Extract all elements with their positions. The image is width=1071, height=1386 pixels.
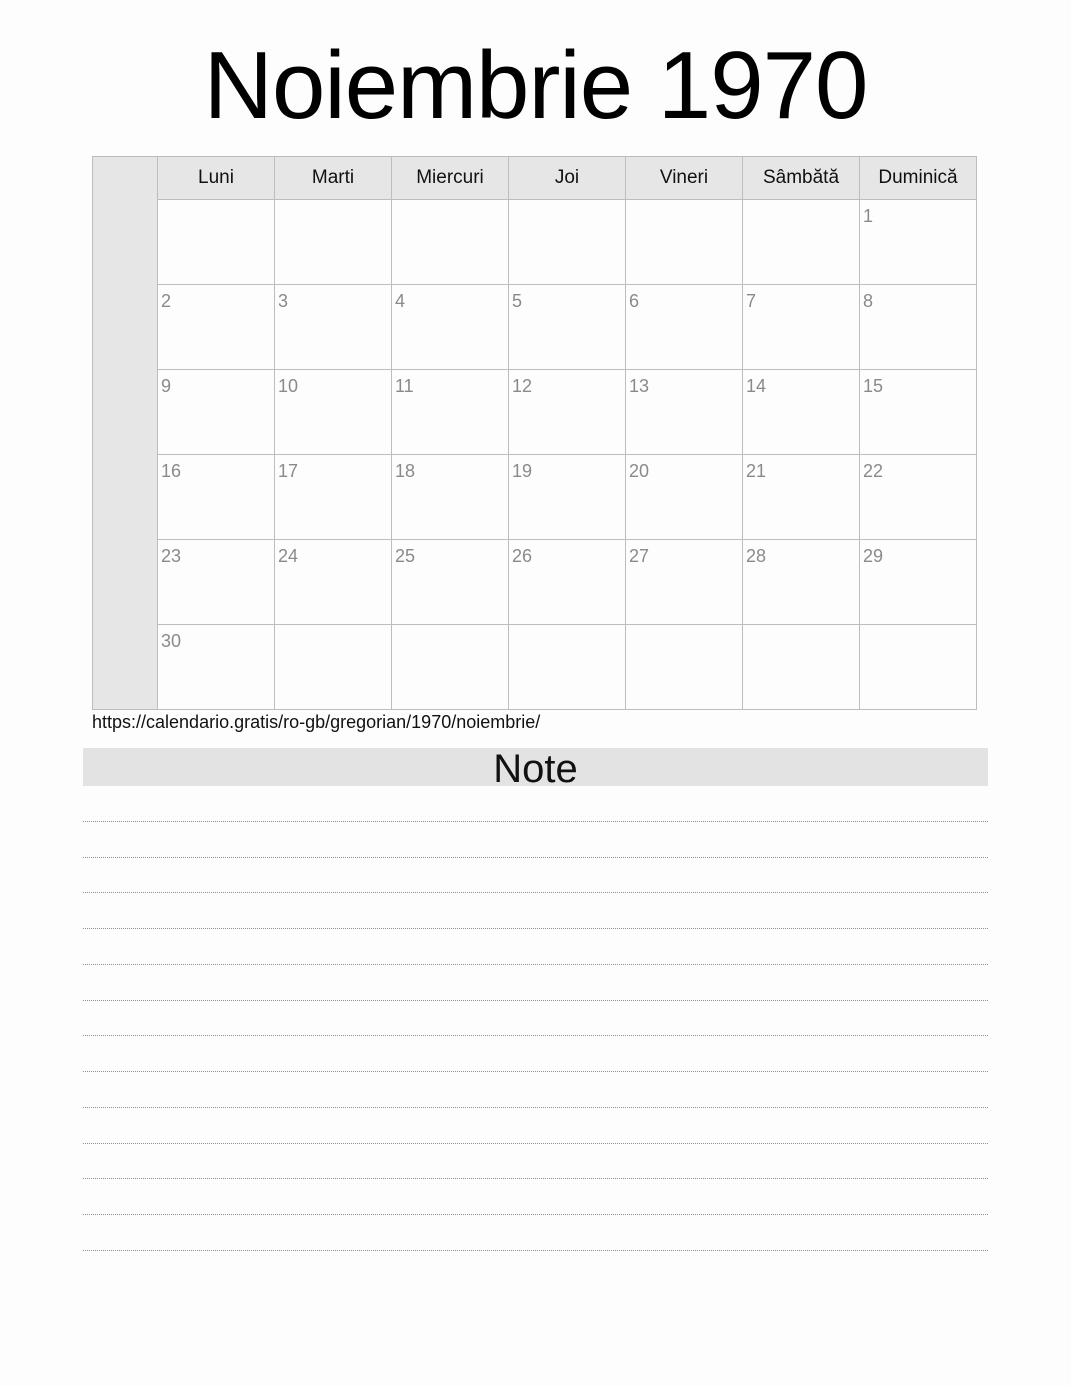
day-cell[interactable] bbox=[158, 200, 275, 284]
day-cell[interactable] bbox=[626, 540, 743, 624]
weekday-header: Luni bbox=[158, 157, 275, 199]
day-cell[interactable] bbox=[509, 285, 626, 369]
day-cell[interactable] bbox=[275, 370, 392, 454]
note-line[interactable] bbox=[83, 929, 988, 965]
day-number: 24 bbox=[278, 546, 299, 566]
day-number: 3 bbox=[278, 291, 289, 311]
day-cell[interactable] bbox=[509, 540, 626, 624]
day-number: 25 bbox=[395, 546, 416, 566]
day-cell[interactable] bbox=[743, 370, 860, 454]
week-row bbox=[158, 285, 976, 370]
weekday-header: Sâmbătă bbox=[743, 157, 860, 199]
weekday-header: Vineri bbox=[626, 157, 743, 199]
day-cell[interactable] bbox=[392, 455, 509, 539]
note-line[interactable] bbox=[83, 786, 988, 822]
day-cell[interactable] bbox=[392, 625, 509, 709]
day-cell[interactable] bbox=[743, 540, 860, 624]
weekday-header: Joi bbox=[509, 157, 626, 199]
day-number: 16 bbox=[161, 461, 182, 481]
day-cell[interactable] bbox=[626, 200, 743, 284]
day-number: 26 bbox=[512, 546, 533, 566]
note-line[interactable] bbox=[83, 965, 988, 1001]
day-cell[interactable] bbox=[509, 625, 626, 709]
note-line[interactable] bbox=[83, 1001, 988, 1037]
weekday-header: Marti bbox=[275, 157, 392, 199]
day-cell[interactable] bbox=[743, 285, 860, 369]
note-line[interactable] bbox=[83, 893, 988, 929]
note-line[interactable] bbox=[83, 1072, 988, 1108]
day-number: 30 bbox=[161, 631, 182, 651]
day-number: 13 bbox=[629, 376, 650, 396]
day-number: 18 bbox=[395, 461, 416, 481]
day-number: 20 bbox=[629, 461, 650, 481]
notes-area[interactable] bbox=[83, 786, 988, 1251]
day-cell[interactable] bbox=[509, 200, 626, 284]
day-cell[interactable] bbox=[743, 625, 860, 709]
weekday-header-row bbox=[158, 157, 976, 200]
week-row bbox=[158, 455, 976, 540]
day-cell[interactable] bbox=[860, 540, 976, 624]
day-number: 8 bbox=[863, 291, 874, 311]
note-line[interactable] bbox=[83, 1036, 988, 1072]
day-number: 23 bbox=[161, 546, 182, 566]
day-number: 7 bbox=[746, 291, 757, 311]
day-number: 14 bbox=[746, 376, 767, 396]
day-cell[interactable] bbox=[275, 200, 392, 284]
day-number: 22 bbox=[863, 461, 884, 481]
day-cell[interactable] bbox=[392, 370, 509, 454]
day-number: 27 bbox=[629, 546, 650, 566]
day-number: 12 bbox=[512, 376, 533, 396]
day-number: 17 bbox=[278, 461, 299, 481]
week-row bbox=[158, 625, 976, 709]
day-number: 9 bbox=[161, 376, 172, 396]
day-cell[interactable] bbox=[860, 285, 976, 369]
day-number: 4 bbox=[395, 291, 406, 311]
day-number: 11 bbox=[395, 376, 414, 396]
day-cell[interactable] bbox=[158, 455, 275, 539]
note-line[interactable] bbox=[83, 1215, 988, 1251]
calendar-body bbox=[158, 157, 976, 709]
day-cell[interactable] bbox=[158, 625, 275, 709]
day-cell[interactable] bbox=[743, 200, 860, 284]
day-cell[interactable] bbox=[509, 455, 626, 539]
day-number: 19 bbox=[512, 461, 533, 481]
note-line[interactable] bbox=[83, 822, 988, 858]
weekday-header: Miercuri bbox=[392, 157, 509, 199]
day-number: 21 bbox=[746, 461, 767, 481]
day-cell[interactable] bbox=[860, 455, 976, 539]
day-cell[interactable] bbox=[626, 455, 743, 539]
day-cell[interactable] bbox=[158, 540, 275, 624]
source-url[interactable]: https://calendario.gratis/ro-gb/gregorian/1970/noiembrie/ bbox=[92, 712, 541, 732]
day-cell[interactable] bbox=[626, 625, 743, 709]
day-cell[interactable] bbox=[392, 200, 509, 284]
day-cell[interactable] bbox=[275, 455, 392, 539]
day-cell[interactable] bbox=[275, 625, 392, 709]
day-cell[interactable] bbox=[860, 370, 976, 454]
week-number-column bbox=[93, 157, 158, 709]
note-line[interactable] bbox=[83, 858, 988, 894]
week-row bbox=[158, 200, 976, 285]
calendar-grid bbox=[92, 156, 977, 710]
day-number: 6 bbox=[629, 291, 640, 311]
day-number: 10 bbox=[278, 376, 299, 396]
day-number: 15 bbox=[863, 376, 884, 396]
note-line[interactable] bbox=[83, 1144, 988, 1180]
weekday-header: Duminică bbox=[878, 167, 958, 188]
day-number: 1 bbox=[863, 206, 874, 226]
page-title: Noiembrie 1970 bbox=[203, 32, 868, 139]
day-cell[interactable] bbox=[158, 370, 275, 454]
day-cell[interactable] bbox=[158, 285, 275, 369]
notes-heading: Note bbox=[83, 748, 988, 786]
day-cell[interactable] bbox=[509, 370, 626, 454]
day-cell[interactable] bbox=[743, 455, 860, 539]
week-row bbox=[158, 540, 976, 625]
day-cell[interactable] bbox=[626, 370, 743, 454]
day-cell[interactable] bbox=[626, 285, 743, 369]
note-line[interactable] bbox=[83, 1108, 988, 1144]
day-number: 2 bbox=[161, 291, 172, 311]
day-cell[interactable] bbox=[275, 285, 392, 369]
day-cell[interactable] bbox=[860, 625, 976, 709]
day-cell[interactable] bbox=[392, 285, 509, 369]
day-cell[interactable] bbox=[860, 200, 976, 284]
day-number: 28 bbox=[746, 546, 767, 566]
day-cell[interactable] bbox=[392, 540, 509, 624]
day-number: 5 bbox=[512, 291, 523, 311]
day-cell[interactable] bbox=[275, 540, 392, 624]
note-line[interactable] bbox=[83, 1179, 988, 1215]
week-row bbox=[158, 370, 976, 455]
day-number: 29 bbox=[863, 546, 884, 566]
